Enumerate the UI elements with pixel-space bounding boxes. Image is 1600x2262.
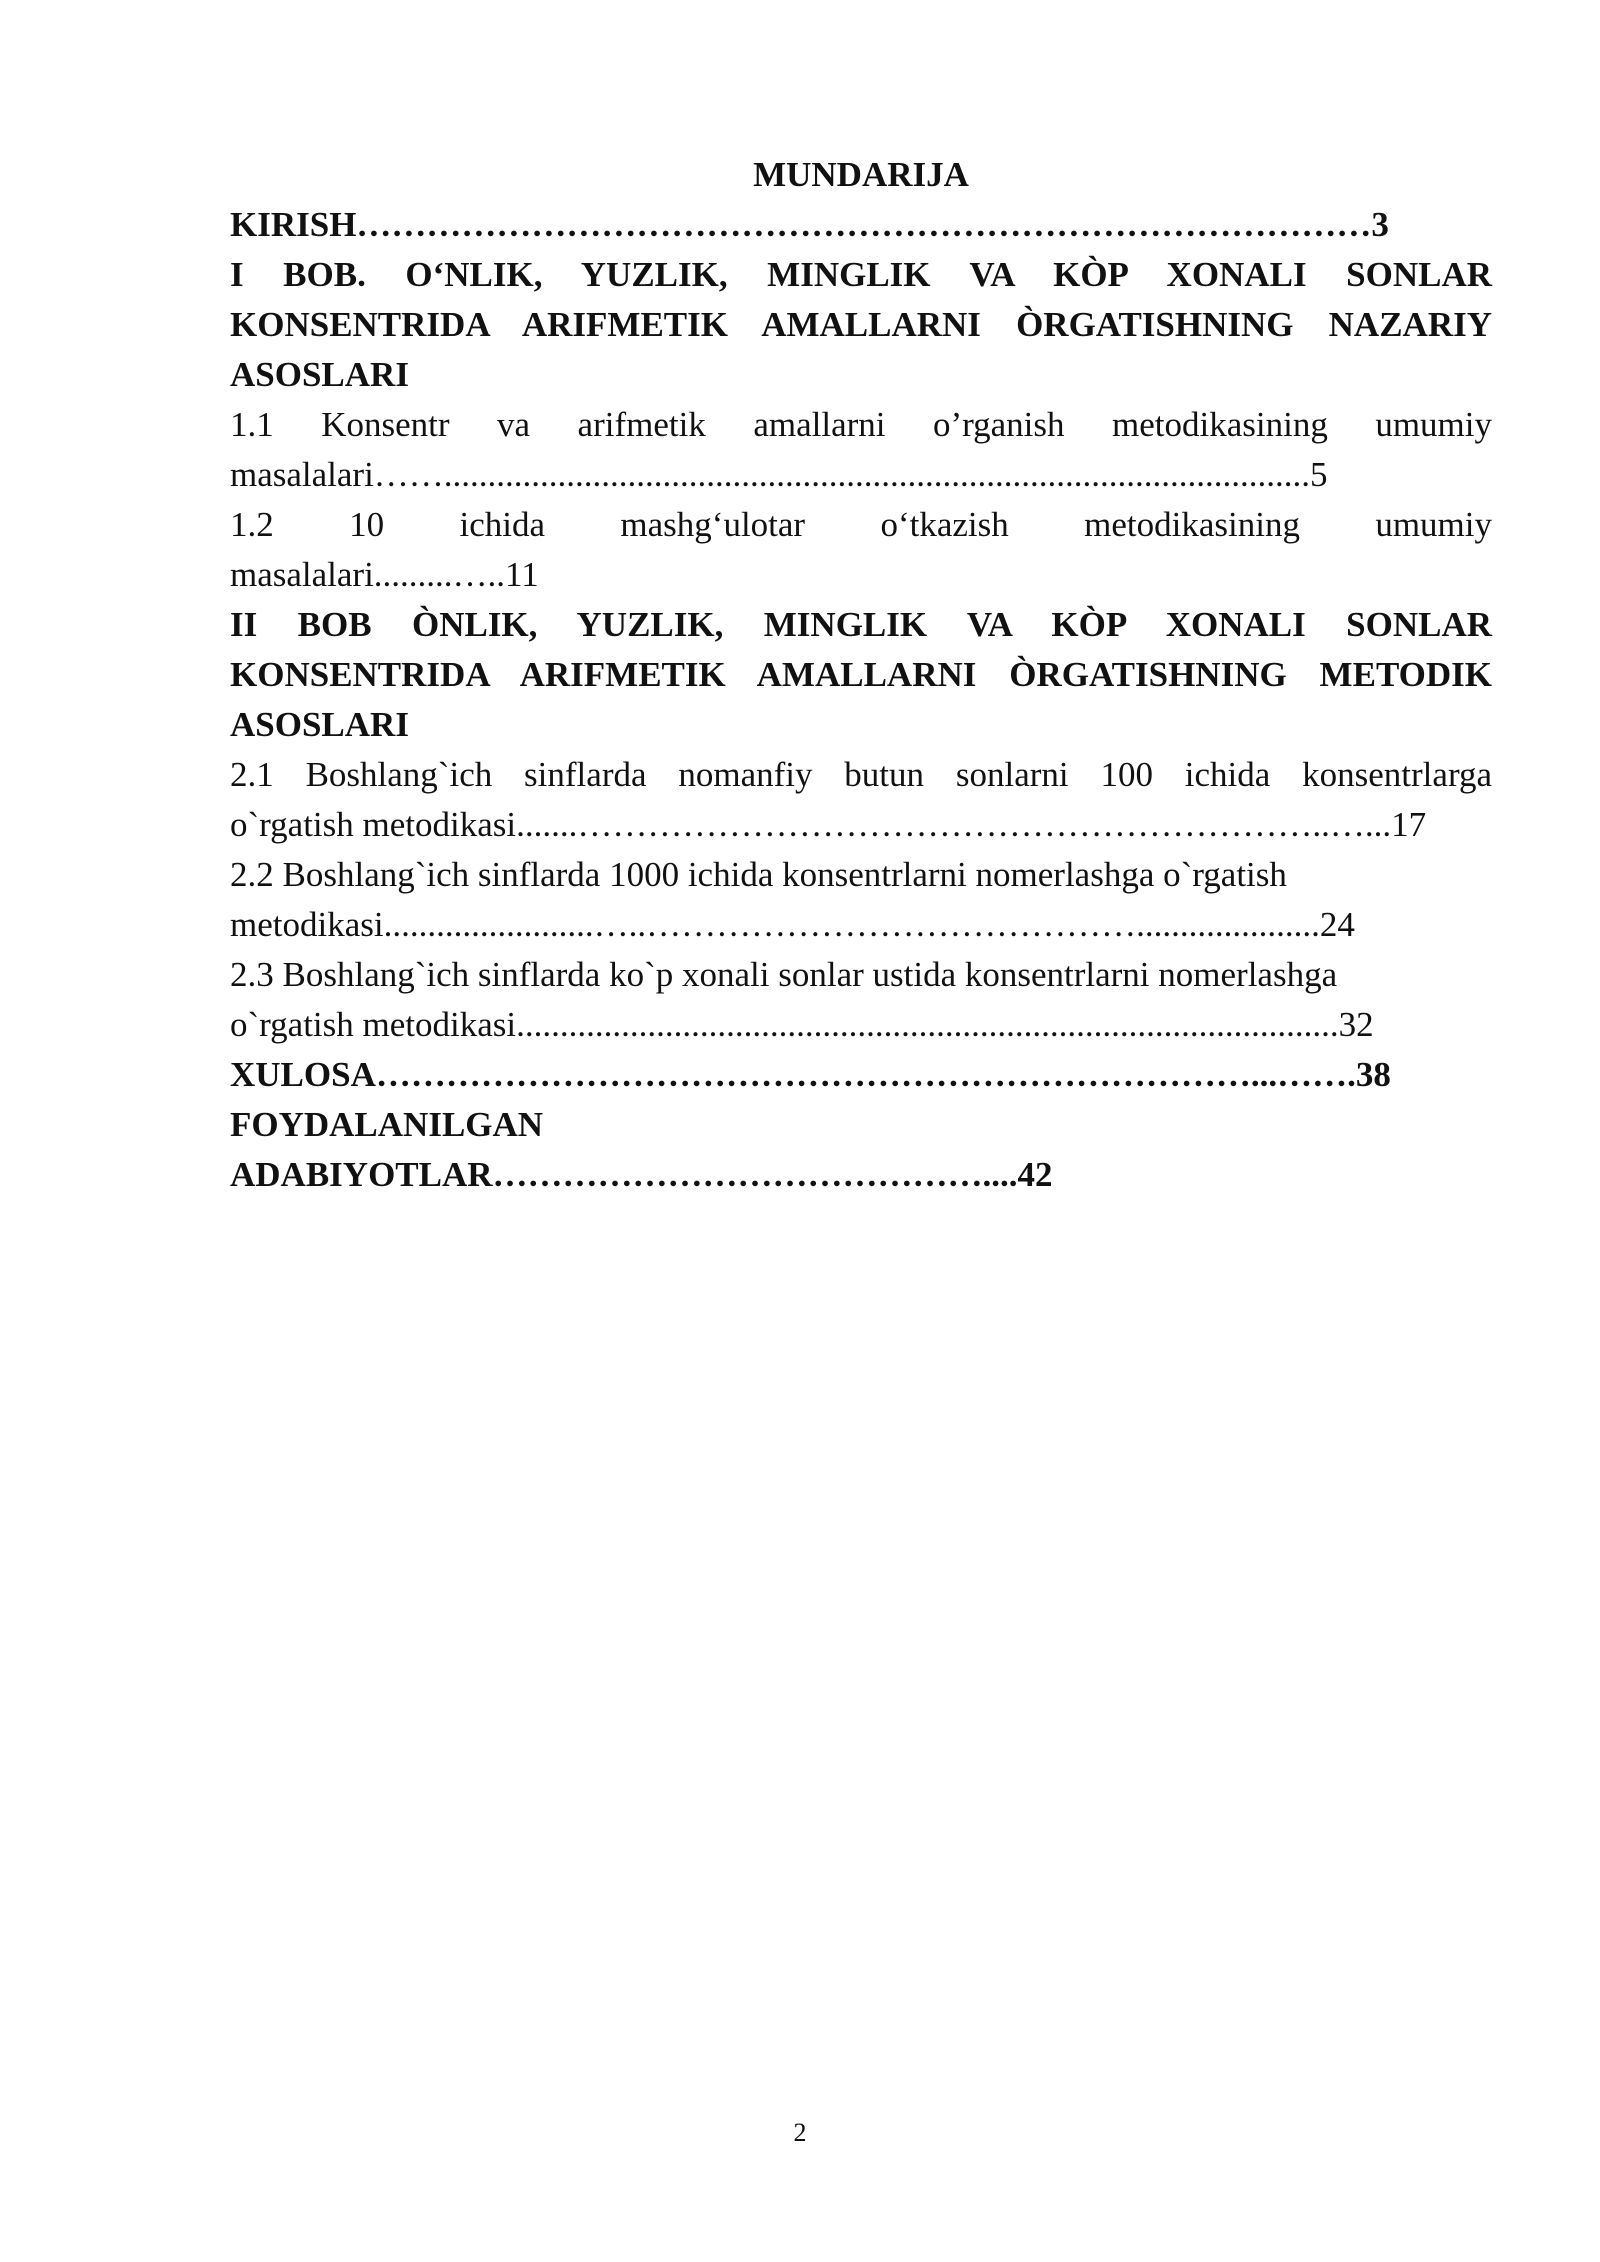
toc-line: 2.3 Boshlang`ich sinflarda ko`p xonali sonlar ustida konsentrlarni nomerlashga <box>230 955 1338 994</box>
page-number: 2 <box>793 2118 807 2147</box>
toc-title: MUNDARIJA <box>753 155 969 194</box>
toc-entry-adabiyotlar <box>230 1100 1492 1200</box>
toc-line: II BOB ÒNLIK, YUZLIK, MINGLIK VA KÒP XONALI SONLAR <box>230 605 1492 644</box>
toc-entry-xulosa <box>230 1050 1492 1100</box>
toc-line: XULOSA…………………………………………………………………...…….38 <box>230 1055 1391 1094</box>
toc-line: ASOSLARI <box>230 705 409 744</box>
toc-entry-section-2-3 <box>230 950 1492 1050</box>
toc-line: 1.2 10 ichida mashg‘ulotar o‘tkazish metodikasining umumiy <box>230 505 1492 544</box>
toc-line: 1.1 Konsentr va arifmetik amallarni o’rganish metodikasining umumiy <box>230 405 1492 444</box>
toc-line: 2.2 Boshlang`ich sinflarda 1000 ichida konsentrlarni nomerlashga o`rgatish <box>230 855 1287 894</box>
toc-entry-bob-2 <box>230 600 1492 750</box>
toc-line: KIRISH……………………………………………………………………………3 <box>230 205 1389 244</box>
toc-line: o`rgatish metodikasi..............................................................................................32 <box>230 1005 1374 1044</box>
toc-line: 2.1 Boshlang`ich sinflarda nomanfiy butun sonlarni 100 ichida konsentrlarga <box>230 755 1492 794</box>
toc-entry-section-2-2 <box>230 850 1492 950</box>
toc-entry-section-2-1 <box>230 750 1492 850</box>
toc-line: ASOSLARI <box>230 355 409 394</box>
toc-line: KONSENTRIDA ARIFMETIK AMALLARNI ÒRGATISHNING NAZARIY <box>230 305 1492 344</box>
toc-entry-section-1-1 <box>230 400 1492 500</box>
table-of-contents <box>230 150 1492 1200</box>
toc-line: masalalari……...................................................................................................5 <box>230 455 1328 494</box>
toc-entry-bob-1 <box>230 250 1492 400</box>
toc-line: I BOB. O‘NLIK, YUZLIK, MINGLIK VA KÒP XONALI SONLAR <box>230 255 1492 294</box>
toc-line: metodikasi........................…..…………………………………….....................24 <box>230 905 1355 944</box>
toc-entry-section-1-2 <box>230 500 1492 600</box>
toc-entry-kirish <box>230 200 1492 250</box>
toc-line: masalalari.........…..11 <box>230 555 539 594</box>
toc-line: KONSENTRIDA ARIFMETIK AMALLARNI ÒRGATISHNING METODIK <box>230 655 1492 694</box>
toc-line: o`rgatish metodikasi.......………………………………………………………..…...17 <box>230 805 1427 844</box>
toc-line: FOYDALANILGAN <box>230 1105 544 1144</box>
toc-line: ADABIYOTLAR……………………………………....42 <box>230 1155 1053 1194</box>
